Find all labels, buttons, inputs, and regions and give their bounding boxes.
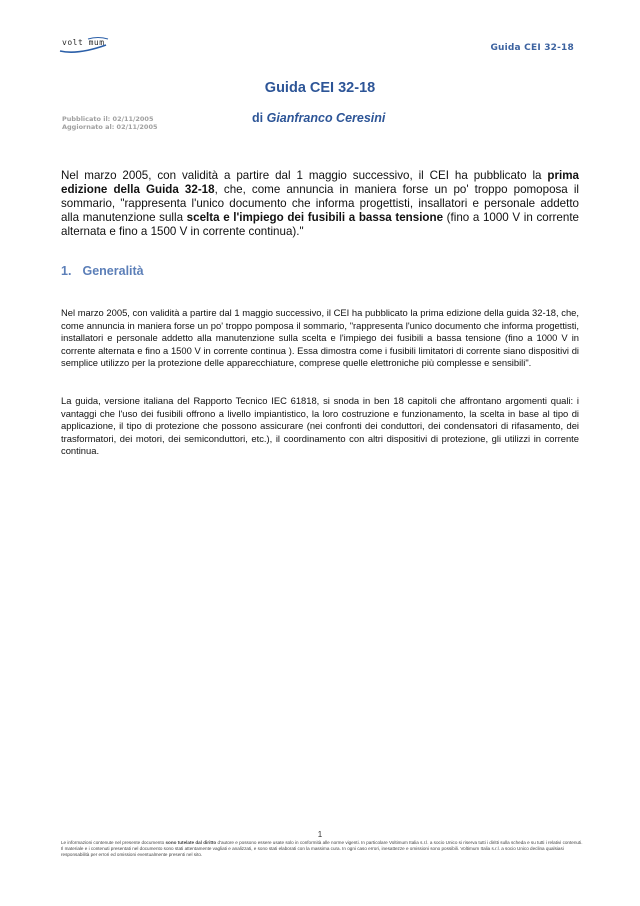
section-heading-generalita xyxy=(61,264,144,278)
voltimum-logo xyxy=(58,36,110,54)
page-number: 1 xyxy=(317,830,323,839)
author-line xyxy=(252,111,385,125)
intro-bold-2: scelta e l'impiego dei fusibili a bassa tensione xyxy=(186,211,444,224)
logo-text: volt mum xyxy=(62,38,105,47)
body-paragraph: Nel marzo 2005, con validità a partire dal 1 maggio successivo, il CEI ha pubblicato la prima edizione della guida 32-18, che, come annuncia in maniera forse un po' troppo pomposa il sommario, "rappresenta l'unico documento che informa progettisti, installatori e personale addetto alla manutenzione sulla scelta e l'impiego dei fusibili a bassa tensione (fino a 1000 V in corrente alternata e fino a 1500 V in corrente continua ). Essa dimostra come i fusibili limitatori di corrente siano dispositivi di semplice utilizzo per la protezione delle apparecchiature, comprese quelle elettroniche più complesse e sensibili". xyxy=(61,307,579,369)
footer-text: d'autore e possono essere usate solo in conformità alle norme vigenti. In particolare Voltimum Italia s.r.l. a socio Unico si riserva tutti i diritti sulla scheda e su tutti i relativi contenuti. xyxy=(216,840,583,845)
published-date: Pubblicato il: 02/11/2005 xyxy=(62,115,154,123)
intro-text-2: , che, come annuncia in maniera forse un po' troppo pomoposa il sommario, "rappresenta l'unico documento che informa progettisti, insallatori e personale addetto alla manutenzione sulla xyxy=(61,183,580,224)
section-number: 1. xyxy=(61,264,72,278)
footer-bold-text: sono tutelate dal diritto xyxy=(165,840,217,845)
section-title: Generalità xyxy=(82,264,144,278)
updated-date: Aggiornato al: 02/11/2005 xyxy=(62,123,158,131)
footer-text: Le informazioni contenute nel presente documento xyxy=(61,840,166,845)
running-title: Guida CEI 32-18 xyxy=(490,43,574,53)
intro-text-3: (fino a 1000 V in corrente alternata e fino a 1500 V in corrente continua)." xyxy=(61,211,579,238)
author-prefix: di xyxy=(252,111,264,125)
publication-info xyxy=(62,115,158,131)
document-title: Guida CEI 32-18 xyxy=(264,80,376,96)
body-paragraph: La guida, versione italiana del Rapporto Tecnico IEC 61818, si snoda in ben 18 capitoli che affrontano argomenti quali: i vantaggi che l'uso dei fusibili offrono a livello impiantistico, la loro costruzione e funzionamento, la scelta in base al tipo di applicazione, il tipo di protezione che possono assicurare (nei confronti dei conduttori, dei condensatori di rifasamento, dei trasformatori, dei motori, dei semiconduttori, etc.), il coordinamento con altri dispositivi di protezione, gli utilizzi in corrente continua. xyxy=(61,395,579,457)
intro-bold-1: prima edizione della Guida 32-18 xyxy=(61,169,579,196)
intro-paragraph xyxy=(61,169,579,239)
legal-footer xyxy=(61,840,591,858)
footer-disclaimer: Il materiale e i contenuti presentati nel documento sono stati attentamente vagliati e analizzati, e sono stati elaborati con la massima cura. In ogni caso errori, inesattezze e omissioni sono possibili. Voltimum Italia s.r.l. a socio Unico declina qualsiasi responsabilità per errori ed omissioni eventualmente presenti nel sito. xyxy=(61,846,564,857)
author-name: Gianfranco Ceresini xyxy=(266,111,386,125)
intro-text-1: Nel marzo 2005, con validità a partire dal 1 maggio successivo, il CEI ha pubblicato la xyxy=(61,169,548,182)
